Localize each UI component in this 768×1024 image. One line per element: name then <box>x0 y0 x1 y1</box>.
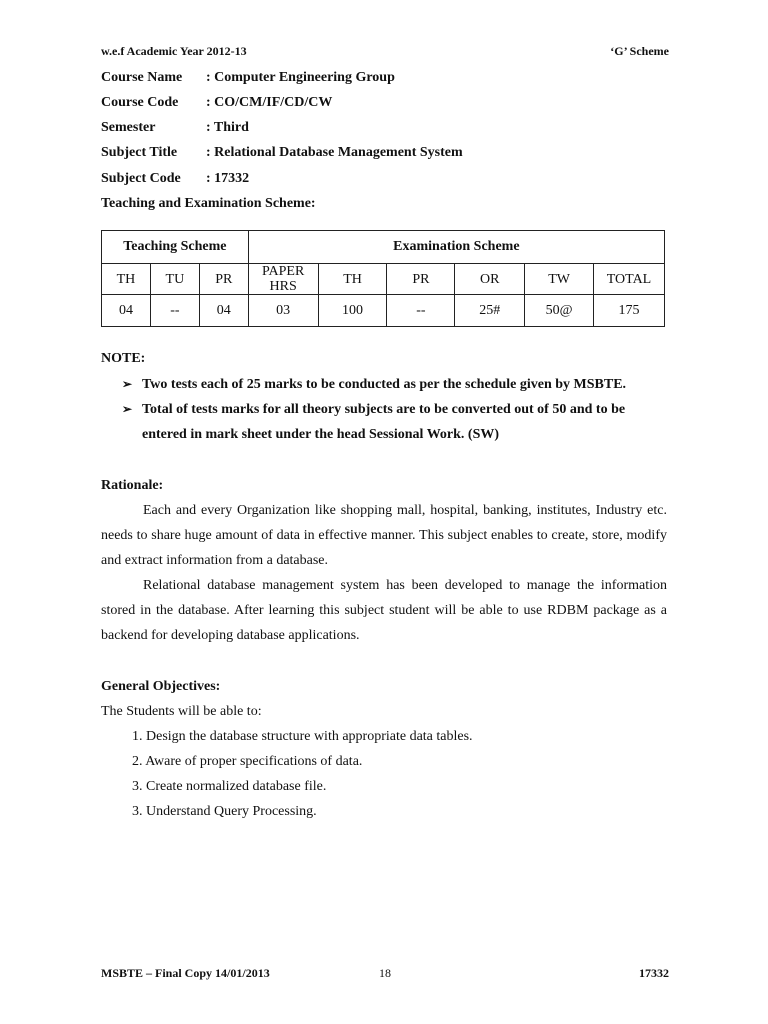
scheme-heading: Teaching and Examination Scheme: <box>101 196 316 211</box>
objectives-intro: The Students will be able to: <box>101 704 262 719</box>
table-cell: 175 <box>594 295 665 327</box>
note-text: Two tests each of 25 marks to be conducted as per the schedule given by MSBTE. <box>142 377 627 392</box>
table-cell: 25# <box>455 295 525 327</box>
note-text: Total of tests marks for all theory subjects are to be converted out of 50 and to be entered in mark sheet under the head Sessional Work. (SW) <box>142 402 626 442</box>
meta-value: : 17332 <box>206 171 250 186</box>
objective-item: 3. Understand Query Processing. <box>132 804 317 819</box>
rationale-paragraph: Relational database management system has been developed to manage the information stored in the database. After learning this subject student will be able to use RDBM package as a backend for developing database applications. <box>101 578 667 644</box>
footer-subject-code: 17332 <box>639 966 669 980</box>
scheme-table <box>101 230 665 327</box>
meta-value: : Relational Database Management System <box>206 145 463 160</box>
meta-label: Semester <box>101 120 156 135</box>
header-scheme: ‘G’ Scheme <box>610 44 669 58</box>
column-header: TU <box>150 264 199 295</box>
column-header: TOTAL <box>594 264 665 295</box>
objective-item: 2. Aware of proper specifications of data. <box>132 754 363 769</box>
column-header-paper-hrs <box>248 264 318 295</box>
table-row <box>102 295 665 327</box>
rationale-paragraph: Each and every Organization like shopping mall, hospital, banking, institutes, Industry etc. needs to share huge amount of data in effective manner. This subject enables to create, store, modify and extract information from a database. <box>101 503 667 569</box>
meta-label: Subject Title <box>101 145 178 160</box>
table-cell: 04 <box>102 295 151 327</box>
paper-hrs-line: HRS <box>269 279 297 294</box>
meta-label: Course Code <box>101 95 179 110</box>
arrow-bullet-icon: ➢ <box>122 402 133 416</box>
column-header: PR <box>387 264 455 295</box>
meta-value: : Third <box>206 120 249 135</box>
teaching-scheme-header: Teaching Scheme <box>102 231 249 264</box>
paper-hrs-line: PAPER <box>262 264 305 279</box>
column-header: TW <box>525 264 594 295</box>
column-header: PR <box>199 264 248 295</box>
meta-value: : CO/CM/IF/CD/CW <box>206 95 333 110</box>
page-number: 18 <box>379 966 391 980</box>
column-header: TH <box>102 264 151 295</box>
table-cell: -- <box>387 295 455 327</box>
note-heading: NOTE: <box>101 351 146 366</box>
table-cell: 50@ <box>525 295 594 327</box>
examination-scheme-header: Examination Scheme <box>248 231 664 264</box>
objective-item: 1. Design the database structure with appropriate data tables. <box>132 729 473 744</box>
table-cell: 04 <box>199 295 248 327</box>
arrow-bullet-icon: ➢ <box>122 377 133 391</box>
meta-value: : Computer Engineering Group <box>206 70 395 85</box>
column-header: TH <box>318 264 387 295</box>
objectives-heading: General Objectives: <box>101 679 221 694</box>
meta-label: Course Name <box>101 70 183 85</box>
objective-item: 3. Create normalized database file. <box>132 779 327 794</box>
meta-label: Subject Code <box>101 171 181 186</box>
table-cell: 03 <box>248 295 318 327</box>
table-cell: 100 <box>318 295 387 327</box>
column-header: OR <box>455 264 525 295</box>
table-cell: -- <box>150 295 199 327</box>
rationale-heading: Rationale: <box>101 478 164 493</box>
header-academic-year: w.e.f Academic Year 2012-13 <box>101 44 247 58</box>
footer-copy: MSBTE – Final Copy 14/01/2013 <box>101 966 270 980</box>
